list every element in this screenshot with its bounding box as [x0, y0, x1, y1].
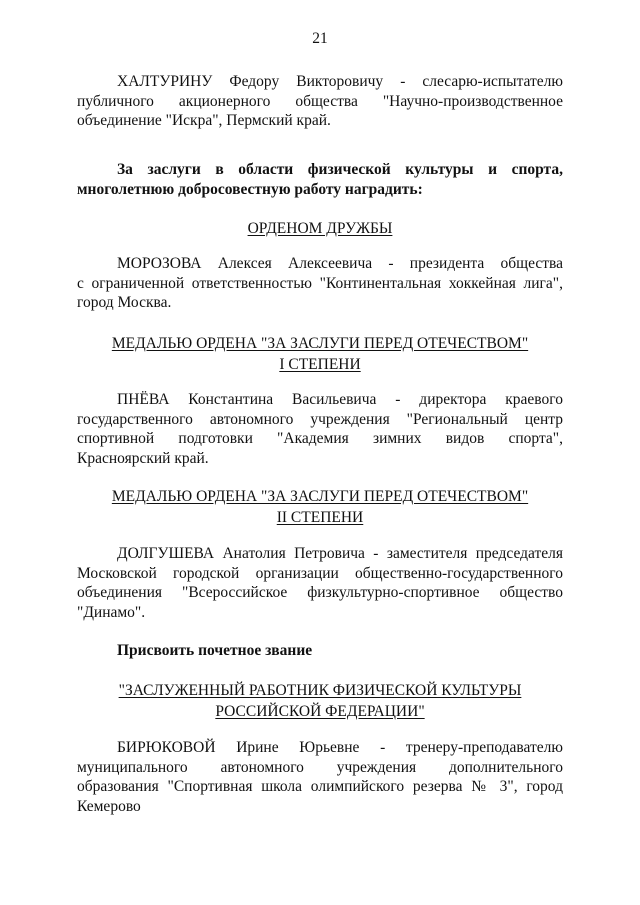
text-line: За заслуги в области физической культуры и спорта, — [117, 161, 563, 178]
paragraph-sport-intro — [77, 160, 563, 199]
text-line: многолетнюю добросовестную работу наградить: — [77, 180, 423, 198]
text-line: муниципального автономного учреждения дополнительного — [77, 758, 563, 776]
text-line: объединения "Всероссийское физкультурно-спортивное общество — [77, 584, 563, 601]
paragraph-khalturin — [77, 72, 563, 131]
paragraph-morozov — [77, 254, 563, 313]
heading-line: МЕДАЛЬЮ ОРДЕНА "ЗА ЗАСЛУГИ ПЕРЕД ОТЕЧЕСТВОМ" — [111, 488, 529, 505]
paragraph-assign-title — [77, 641, 563, 661]
heading-order-friendship — [0, 218, 640, 239]
heading-line: МЕДАЛЬЮ ОРДЕНА "ЗА ЗАСЛУГИ ПЕРЕД ОТЕЧЕСТВОМ" — [111, 335, 529, 352]
page-number: 21 — [312, 30, 328, 47]
text-line: Кемерово — [77, 797, 141, 815]
heading-medal-second-degree — [0, 486, 640, 528]
paragraph-dolgushev — [77, 544, 563, 622]
text-line: публичного акционерного общества "Научно-производственное — [77, 92, 563, 110]
paragraph-biryukova — [77, 738, 563, 816]
text-line: спортивной подготовки "Академия зимних видов спорта", — [77, 430, 563, 447]
text-line: "Динамо". — [77, 603, 146, 621]
text-line: с ограниченной ответственностью "Континентальная хоккейная лига", — [77, 274, 563, 292]
heading-line: II СТЕПЕНИ — [276, 509, 364, 526]
heading-line: ОРДЕНОМ ДРУЖБЫ — [247, 220, 393, 237]
heading-line: I СТЕПЕНИ — [279, 356, 361, 373]
text-line: город Москва. — [77, 294, 172, 311]
text-line: ДОЛГУШЕВА Анатолия Петровича - заместителя председателя — [117, 545, 563, 562]
heading-honored-worker — [0, 680, 640, 722]
text-line: ХАЛТУРИНУ Федору Викторовичу - слесарю-испытателю — [117, 73, 563, 90]
text-line: БИРЮКОВОЙ Ирине Юрьевне - тренеру-преподавателю — [117, 739, 563, 756]
text-line: образования "Спортивная школа олимпийского резерва № 3", город — [77, 778, 563, 795]
text-line: объединение "Искра", Пермский край. — [77, 112, 331, 129]
heading-medal-first-degree — [0, 333, 640, 375]
paragraph-pnev — [77, 390, 563, 468]
text-line: ПНЁВА Константина Васильевича - директора краевого — [117, 391, 563, 408]
text-line: МОРОЗОВА Алексея Алексеевича - президента общества — [117, 255, 563, 272]
text-line: Красноярский край. — [77, 449, 209, 467]
heading-line: "ЗАСЛУЖЕННЫЙ РАБОТНИК ФИЗИЧЕСКОЙ КУЛЬТУРЫ — [118, 682, 522, 699]
text-line: Московской городской организации общественно-государственного — [77, 564, 563, 582]
heading-line: РОССИЙСКОЙ ФЕДЕРАЦИИ" — [215, 703, 425, 720]
text-line: государственного автономного учреждения "Региональный центр — [77, 410, 563, 428]
text-line: Присвоить почетное звание — [117, 642, 313, 659]
